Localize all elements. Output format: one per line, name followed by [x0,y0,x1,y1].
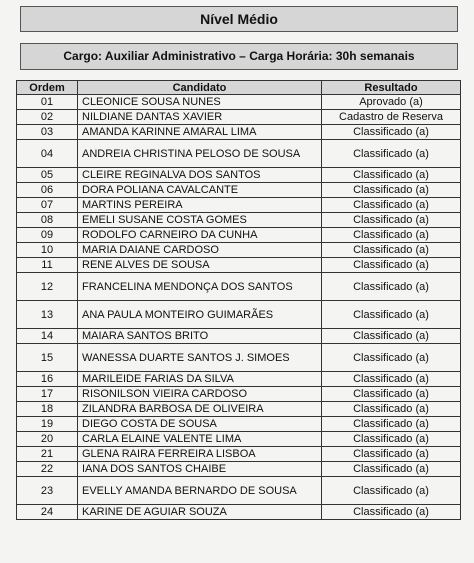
cell-resultado: Classificado (a) [322,273,461,301]
table-row [17,228,461,243]
cell-candidato: DORA POLIANA CAVALCANTE [78,183,322,198]
cell-resultado: Classificado (a) [322,213,461,228]
table-row [17,505,461,520]
table-row [17,462,461,477]
cell-resultado: Classificado (a) [322,447,461,462]
cell-candidato: ZILANDRA BARBOSA DE OLIVEIRA [78,402,322,417]
cell-candidato: IANA DOS SANTOS CHAIBE [78,462,322,477]
cell-ordem: 24 [17,505,78,520]
cell-ordem: 01 [17,95,78,110]
cell-candidato: GLENA RAIRA FERREIRA LISBOA [78,447,322,462]
table-row [17,301,461,329]
cell-resultado: Classificado (a) [322,301,461,329]
cell-resultado: Classificado (a) [322,344,461,372]
cell-resultado: Classificado (a) [322,140,461,168]
cell-resultado: Classificado (a) [322,387,461,402]
table-row [17,447,461,462]
cell-ordem: 14 [17,329,78,344]
cell-resultado: Classificado (a) [322,432,461,447]
table-row [17,273,461,301]
table-row [17,140,461,168]
cell-ordem: 02 [17,110,78,125]
results-table [16,80,461,520]
cell-resultado: Classificado (a) [322,125,461,140]
cell-ordem: 20 [17,432,78,447]
cell-resultado: Classificado (a) [322,402,461,417]
cell-candidato: FRANCELINA MENDONÇA DOS SANTOS [78,273,322,301]
cell-resultado: Classificado (a) [322,183,461,198]
cell-ordem: 17 [17,387,78,402]
cell-candidato: CARLA ELAINE VALENTE LIMA [78,432,322,447]
cell-ordem: 08 [17,213,78,228]
cell-candidato: MARTINS PEREIRA [78,198,322,213]
cell-resultado: Classificado (a) [322,228,461,243]
cell-candidato: ANDREIA CHRISTINA PELOSO DE SOUSA [78,140,322,168]
cell-ordem: 18 [17,402,78,417]
cell-ordem: 16 [17,372,78,387]
column-header-ordem: Ordem [17,81,78,95]
cell-ordem: 15 [17,344,78,372]
cargo-heading: Cargo: Auxiliar Administrativo – Carga Horária: 30h semanais [20,43,458,70]
cell-candidato: CLEONICE SOUSA NUNES [78,95,322,110]
cell-candidato: WANESSA DUARTE SANTOS J. SIMOES [78,344,322,372]
table-row [17,243,461,258]
cell-ordem: 09 [17,228,78,243]
cell-ordem: 10 [17,243,78,258]
table-row [17,125,461,140]
table-row [17,258,461,273]
column-header-resultado: Resultado [322,81,461,95]
cell-resultado: Cadastro de Reserva [322,110,461,125]
cell-ordem: 23 [17,477,78,505]
cell-candidato: RENE ALVES DE SOUSA [78,258,322,273]
table-row [17,387,461,402]
table-row [17,402,461,417]
cell-resultado: Classificado (a) [322,243,461,258]
cell-candidato: RODOLFO CARNEIRO DA CUNHA [78,228,322,243]
cell-candidato: AMANDA KARINNE AMARAL LIMA [78,125,322,140]
table-row [17,344,461,372]
cell-resultado: Aprovado (a) [322,95,461,110]
cell-ordem: 05 [17,168,78,183]
cell-ordem: 12 [17,273,78,301]
cell-ordem: 19 [17,417,78,432]
results-body [17,95,461,520]
column-header-candidato: Candidato [78,81,322,95]
cell-ordem: 11 [17,258,78,273]
table-row [17,95,461,110]
level-title: Nível Médio [20,6,458,32]
cell-ordem: 13 [17,301,78,329]
cell-resultado: Classificado (a) [322,258,461,273]
table-row [17,168,461,183]
table-row [17,183,461,198]
cell-resultado: Classificado (a) [322,417,461,432]
table-row [17,198,461,213]
cell-ordem: 07 [17,198,78,213]
table-header-row [17,81,461,95]
cell-candidato: MARILEIDE FARIAS DA SILVA [78,372,322,387]
table-row [17,213,461,228]
cell-resultado: Classificado (a) [322,477,461,505]
table-row [17,417,461,432]
cell-candidato: ANA PAULA MONTEIRO GUIMARÃES [78,301,322,329]
cell-ordem: 06 [17,183,78,198]
cell-candidato: RISONILSON VIEIRA CARDOSO [78,387,322,402]
cell-ordem: 22 [17,462,78,477]
table-row [17,372,461,387]
cell-resultado: Classificado (a) [322,372,461,387]
table-row [17,432,461,447]
cell-candidato: EVELLY AMANDA BERNARDO DE SOUSA [78,477,322,505]
cell-resultado: Classificado (a) [322,168,461,183]
cell-candidato: EMELI SUSANE COSTA GOMES [78,213,322,228]
cell-resultado: Classificado (a) [322,329,461,344]
table-row [17,477,461,505]
table-row [17,110,461,125]
cell-candidato: KARINE DE AGUIAR SOUZA [78,505,322,520]
cell-ordem: 21 [17,447,78,462]
cell-resultado: Classificado (a) [322,505,461,520]
cell-resultado: Classificado (a) [322,462,461,477]
cell-ordem: 03 [17,125,78,140]
cell-candidato: MAIARA SANTOS BRITO [78,329,322,344]
table-row [17,329,461,344]
cell-candidato: MARIA DAIANE CARDOSO [78,243,322,258]
cell-candidato: DIEGO COSTA DE SOUSA [78,417,322,432]
cell-candidato: NILDIANE DANTAS XAVIER [78,110,322,125]
cell-resultado: Classificado (a) [322,198,461,213]
cell-candidato: CLEIRE REGINALVA DOS SANTOS [78,168,322,183]
cell-ordem: 04 [17,140,78,168]
